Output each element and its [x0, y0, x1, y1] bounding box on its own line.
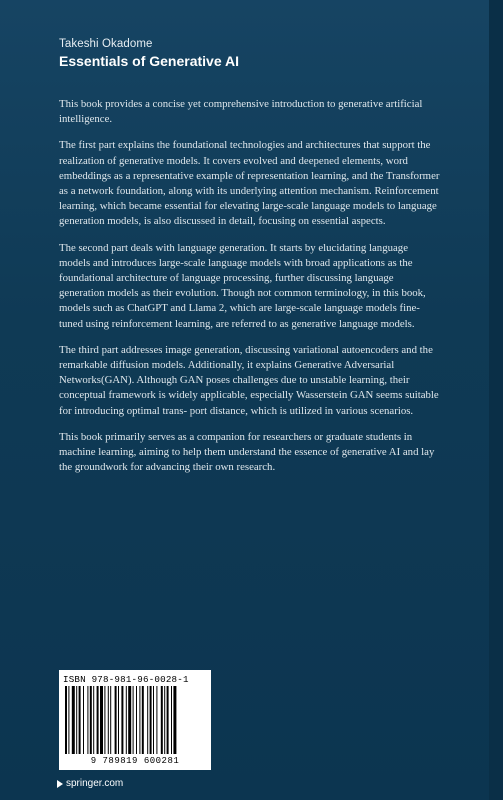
- isbn-barcode: [59, 670, 211, 770]
- blurb-paragraph: This book primarily serves as a companion for researchers or graduate students in machine learning, aiming to help them understand the essence of generative AI and lay the groundwork for advancing their own research.: [59, 430, 435, 474]
- barcode-bars: [63, 686, 207, 756]
- isbn-label: ISBN 978-981-96-0028-1: [63, 674, 189, 685]
- springer-arrow-icon: [57, 780, 63, 788]
- author-name: Takeshi Okadome: [59, 38, 153, 50]
- blurb-text: [59, 97, 441, 486]
- publisher-label: springer.com: [66, 778, 124, 789]
- publisher-link[interactable]: [57, 778, 123, 789]
- spine-edge: [489, 0, 503, 800]
- blurb-paragraph: The third part addresses image generation, discussing variational autoencoders and the remarkable diffusion models. Additionally, it explains Generative Adversarial Networks(GAN). Although GAN poses challenges due to unstable learning, their conceptual framework is widely applicable, especially Wasserstein GAN seems suitable for introducing optimal trans- port distance, which is utilized in various scenarios.: [59, 343, 439, 417]
- book-title: Essentials of Generative AI: [59, 53, 239, 69]
- blurb-paragraph: The first part explains the foundational technologies and architectures that support the realization of generative models. It covers evolved and deepened elements, word embeddings as a representative example of representation learning, and the Transformer as a network foundation, along with its underlying attention mechanism. Reinforcement learning, which became essential for elevating large-scale language models to language generation models, is also discussed in detail, focusing on essential aspects.: [59, 139, 440, 228]
- blurb-paragraph: The second part deals with language generation. It starts by elucidating language models and introduces large-scale language models with broad applications as the foundational architecture of language processing, further discussing language generation models as their evolution. Though not common terminology, in this book, models such as ChatGPT and Llama 2, which are large-scale language models fine-tuned using reinforcement learning, are referred to as generative language models.: [59, 241, 426, 330]
- blurb-paragraph: This book provides a concise yet comprehensive introduction to generative artificial intelligence.: [59, 98, 423, 126]
- barcode-digits: 9 789819 600281: [90, 756, 180, 766]
